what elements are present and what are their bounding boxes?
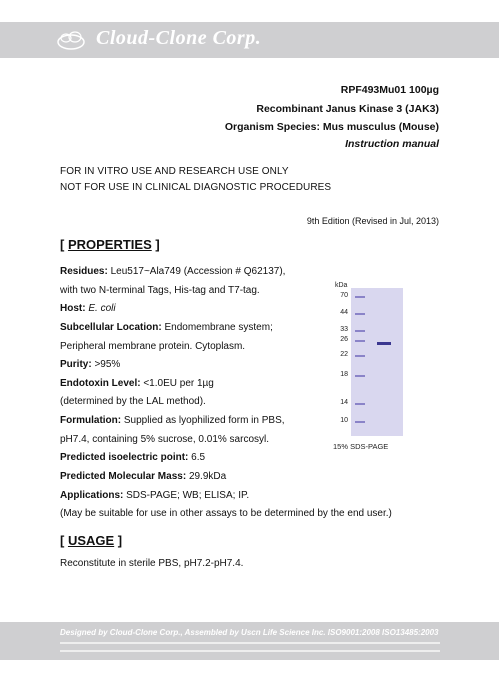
catalog-number: RPF493Mu01 100µg: [340, 84, 439, 96]
cloud-logo-icon: [56, 30, 86, 50]
footer-banner: [0, 622, 499, 660]
organism-species: Organism Species: Mus musculus (Mouse): [224, 121, 439, 133]
ladder-band: [355, 375, 365, 377]
marker-label: 10: [340, 417, 348, 424]
molecular-mass-line: Predicted Molecular Mass: 29.9kDa: [60, 471, 227, 482]
marker-label: 14: [340, 399, 348, 406]
ladder-band: [355, 313, 365, 315]
location-line: Subcellular Location: Endomembrane system;: [60, 322, 273, 333]
gel-caption: 15% SDS-PAGE: [333, 442, 389, 451]
residues-line: Residues: Leu517~Ala749 (Accession # Q62137),: [60, 266, 286, 277]
edition-info: 9th Edition (Revised in Jul, 2013): [306, 216, 439, 226]
usage-text: Reconstitute in sterile PBS, pH7.2-pH7.4.: [60, 558, 244, 569]
ladder-band: [355, 296, 365, 298]
footer-address-us: [60, 641, 440, 646]
product-name: Recombinant Janus Kinase 3 (JAK3): [256, 103, 439, 115]
sds-page-figure: [333, 282, 403, 452]
marker-label: 18: [340, 371, 348, 378]
research-use-notice: FOR IN VITRO USE AND RESEARCH USE ONLY: [60, 166, 289, 177]
protein-band: [377, 342, 391, 345]
usage-heading: [ USAGE ]: [60, 533, 123, 548]
purity-line: Purity: >95%: [60, 359, 121, 370]
marker-label: 26: [340, 336, 348, 343]
footer-address-cn: [60, 649, 440, 654]
gel-image: [351, 288, 403, 436]
ladder-band: [355, 340, 365, 342]
residues-line-2: with two N-terminal Tags, His-tag and T7-tag.: [60, 285, 260, 296]
document-type: Instruction manual: [345, 138, 439, 150]
host-line: Host: E. coli: [60, 303, 116, 314]
marker-label: 33: [340, 326, 348, 333]
formulation-line-2: pH7.4, containing 5% sucrose, 0.01% sarcosyl.: [60, 434, 269, 445]
applications-note: (May be suitable for use in other assays to be determined by the end user.): [60, 508, 392, 519]
location-line-2: Peripheral membrane protein. Cytoplasm.: [60, 341, 246, 352]
properties-heading: [ PROPERTIES ]: [60, 237, 160, 252]
ladder-band: [355, 421, 365, 423]
marker-label: 44: [340, 309, 348, 316]
ladder-band: [355, 330, 365, 332]
company-name: Cloud-Clone Corp.: [96, 27, 262, 49]
endotoxin-line: Endotoxin Level: <1.0EU per 1µg: [60, 378, 214, 389]
marker-label: 70: [340, 292, 348, 299]
clinical-use-notice: NOT FOR USE IN CLINICAL DIAGNOSTIC PROCEDURES: [60, 182, 332, 193]
footer-credits: Designed by Cloud-Clone Corp., Assembled by Uscn Life Science Inc. ISO9001:2008 ISO13485:2003: [60, 628, 439, 637]
endotoxin-line-2: (determined by the LAL method).: [60, 396, 206, 407]
formulation-line: Formulation: Supplied as lyophilized form in PBS,: [60, 415, 285, 426]
applications-line: Applications: SDS-PAGE; WB; ELISA; IP.: [60, 490, 250, 501]
ladder-band: [355, 403, 365, 405]
footer-fine-print: [60, 641, 440, 645]
company-banner: [0, 22, 499, 58]
marker-label: 22: [340, 351, 348, 358]
kda-unit-label: kDa: [335, 282, 348, 289]
ladder-band: [355, 355, 365, 357]
isoelectric-line: Predicted isoelectric point: 6.5: [60, 452, 206, 463]
footer-fine-print: [60, 649, 440, 653]
